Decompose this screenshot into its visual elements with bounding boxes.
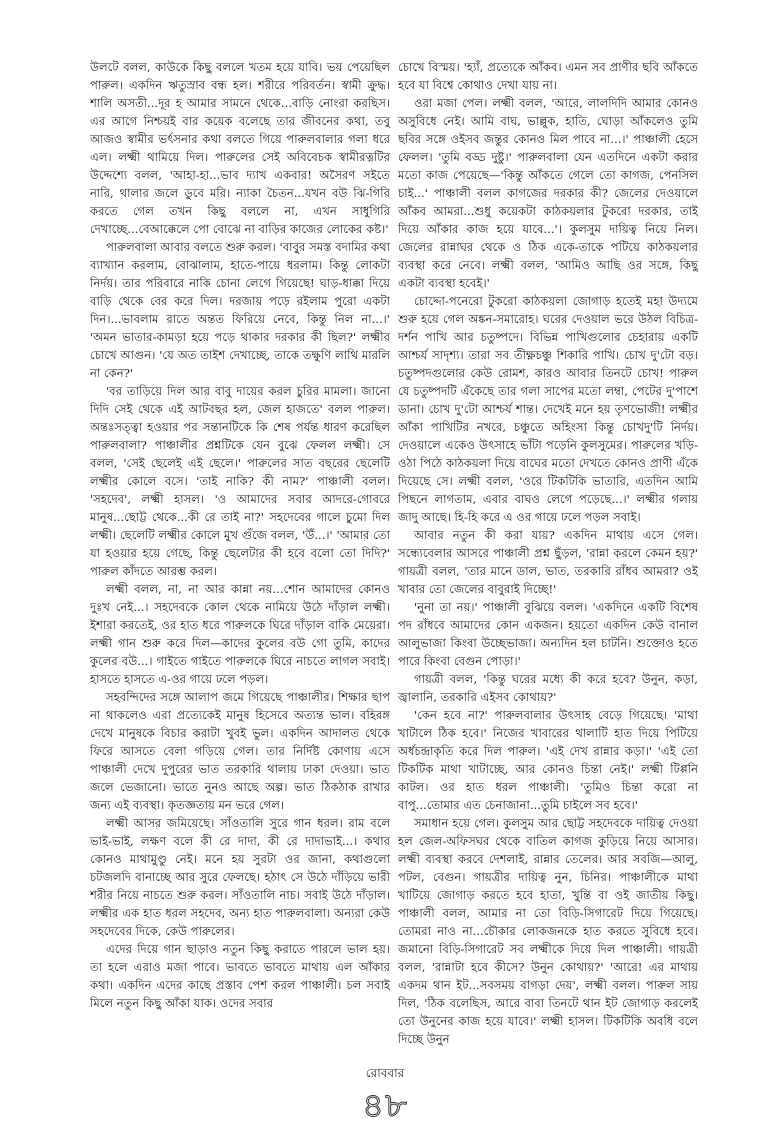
paragraph: চোখে বিস্ময়। 'হ্যাঁ, প্রত্যেকে আঁকব। এমন সব প্রাণীর ছবি আঁকতে হবে যা বিশ্বে কোথাও দেখা যায় না। bbox=[398, 60, 698, 92]
paragraph: ওরা মজা পেল। লক্ষ্মী বলল, 'আরে, লালদিদি আমার কোনও অসুবিধে নেই। আমি বাঘ, ভাল্লুক, হাতি, ঘোড়া আঁকলেও তুমি ছবির সঙ্গে ওইসব জন্তুর কোনও মিল পাবে না...।' পাঞ্চালী হেসে ফেলল। 'তুমি বড্ড দুষ্টু।' পারুলবালা যেন এতদিনে একটা করার মতো কাজ পেয়েছে—'কিন্তু আঁকতে গেলে তো কাগজ, পেনসিল চাই...' পাঞ্চালী বলল কাগজের দরকার কী? জেলের দেওয়ালে আঁকব আমরা...শুধু কয়েকটা কাঠকয়লার টুকরো দরকার, তাই দিয়ে আঁকার কাজ হয়ে যাবে...'। কুলসুম দায়িত্ব নিয়ে নিল। জেলের রান্নাঘর থেকে ও ঠিক একে-তাকে পটিয়ে কাঠকয়লার ব্যবস্থা করে নেবে। লক্ষ্মী বলল, 'আমিও আছি ওর সঙ্গে, কিছু একটা ব্যবস্থা হবেই।' bbox=[398, 96, 698, 290]
right-column bbox=[398, 58, 698, 1048]
paragraph: 'নুনা তা নয়।' পাঞ্চালী বুঝিয়ে বলল। 'একদিনে একটি বিশেষ পদ রাঁধবে আমাদের কোন একজন। হয়তো একদিন কেউ বানাল আলুভাজা কিংবা উচ্ছেভাজা। অন্যদিন হল চাটনি। শুক্তোও হতে পারে কিংবা বেগুন পোড়া।' bbox=[398, 600, 698, 668]
paragraph: লক্ষ্মী আসর জমিয়েছে। সাঁওতালি সুরে গান ধরল। রাম বলে ভাই-ভাই, লক্ষণ বলে কী রে দাদা, কী রে দাদাভাই...। কথার কোনও মাথামুণ্ডু নেই। মনে হয় সুরটা ওর জানা, কথাগুলো চটজলদি বানাচ্ছে আর সুরে ফেলছে। হঠাৎ সে উঠে দাঁড়িয়ে ভারী শরীর নিয়ে নাচতে শুরু করল। সাঁওতালি নাচ। সবাই উঠে দাঁড়াল। লক্ষ্মীর এক হাত ধরল সহদেব, অন্য হাত পারুলবালা। অন্যরা কেউ সহদেবের দিকে, কেউ পারুলের। bbox=[90, 816, 390, 938]
paragraph: এদের দিয়ে গান ছাড়াও নতুন কিছু করাতে পারলে ভাল হয়। তা হলে এরাও মজা পাবে। ভাবতে ভাবতে মাথায় এল আঁকার কথা। একদিন এদের কাছে প্রস্তাব পেশ করল পাঞ্চালী। চল সবাই মিলে নতুন কিছু আঁকা যাক। ওদের সবার bbox=[90, 942, 390, 1010]
paragraph: পারুলবালা আবার বলতে শুরু করল। 'বাবুর সমস্ত বদামির কথা ব্যাখ্যান করলাম, বোঝালাম, হাতে-পায়ে ধরলাম। কিন্তু লোকটা নির্দয়। তার পরিবারে নাকি চোনা লেগে গিয়েছে! ঘাড়-ধাক্কা দিয়ে বাড়ি থেকে বের করে দিল। দরজায় পড়ে রইলাম পুরো একটা দিন।...ভাবলাম রাতে অন্তত ফিরিয়ে নেবে, কিন্তু নিল না...।' 'অমন ভাতার-কামড়া হয়ে পড়ে থাকার দরকার কী ছিল?' লক্ষ্মীর চোখে আগুন। 'যে অত তাইশ দেখাচ্ছে, তাকে তক্ষুণি লাথি মারলি না কেন?' bbox=[90, 240, 390, 380]
paragraph: 'বর তাড়িয়ে দিল আর বাবু দায়ের করল চুরির মামলা। জানো দিদি সেই থেকে এই আটবছর হল, জেল হাজতে' বলল পারুল। অন্তঃসত্ত্বা হওয়ার পর সন্তানটিকে কি শেষ পর্যন্ত ধারণ করেছিল পারুলবালা? পাঞ্চালীর প্রশ্নটিকে যেন বুঝে ফেলল লক্ষ্মী। সে বলল, 'সেই ছেলেই এই ছেলে।' পারুলের সাত বছরের ছেলেটি লক্ষ্মীর কোলে বসে। 'তাই নাকি? কী নাম?' পাঞ্চালী বলল। 'সহদেব', লক্ষ্মী হাসল। 'ও আমাদের সবার আদরে-গোবরে মানুষ...ছোট্ট থেকে...কী রে তাই না?' সহদেবের গালে চুমো দিল লক্ষ্মী। ছেলেটি লক্ষ্মীর কোলে মুখ গুঁজে বলল, 'উঁ...।' 'আমার তো যা হওয়ার হয়ে গেছে, কিন্তু ছেলেটার কী হবে বলো তো দিদি?' পারুল কাঁদতে আরম্ভ করল। bbox=[90, 384, 390, 578]
paragraph: উলটে বলল, কাউকে কিছু বললে খতম হয়ে যাবি। ভয় পেয়েছিল পারুল। একদিন ঋতুস্রাব বন্ধ হল। শরীরে পরিবর্তন। স্বামী ক্রুদ্ধ। শালি অসতী...দূর হ আমার সামনে থেকে...বাড়ি নোংরা করছিস। এর আগে নিশ্চয়ই বার কয়েক বলেছে তার জীবনের কথা, তবু আজও স্বামীর ভর্ৎসনার কথা বলতে গিয়ে পারুলবালার গলা ধরে এল। লক্ষ্মী থামিয়ে দিল। পারুলের সেই অবিবেচক স্বামীরত্নটির উদ্দেশ্যে বলল, 'আহা-হা...ভাব দ্যাখ একবার! অসৈরণ সইতে নারি, থালার জলে ডুবে মরি। ন্যাকা চৈতন...যখন বউ ঝি-গিরি করতে গেল তখন কিছু বললে না, এখন সাধুগিরি দেখাচ্ছে...বেআক্কেলে পো বোঝে না বাড়ির কাজের লোকের কষ্ট।' bbox=[90, 60, 390, 236]
page-number: ৪৮ bbox=[361, 1086, 409, 1126]
paragraph: লক্ষ্মী বলল, না, না আর কান্না নয়...শোন আমাদের কোনও দুঃখ নেই...। সহদেবকে কোল থেকে নামিয়ে উঠে দাঁড়াল লক্ষ্মী। ইশারা করতেই, ওর হাত ধরে পারুলকে ঘিরে দাঁড়াল বাকি মেয়েরা। লক্ষ্মী গান শুরু করে দিল—কাদের কুলের বউ গো তুমি, কাদের কুলের বউ...। গাইতে গাইতে পারুলকে ঘিরে নাচতে লাগল সবাই। হাসতে হাসতে এ-ওর গায়ে ঢলে পড়ল। bbox=[90, 582, 390, 686]
paragraph: গায়ত্রী বলল, 'কিন্তু ঘরের মধ্যে কী করে হবে? উনুন, কড়া, জ্বালানি, তরকারি এইসব কোথায়?' bbox=[398, 672, 698, 704]
paragraph: আবার নতুন কী করা যায়? একদিন মাথায় এসে গেল। সন্ধ্যেবেলার আসরে পাঞ্চালী প্রশ্ন ছুঁড়ল, 'রান্না করলে কেমন হয়?' গায়ত্রী বলল, 'তার মানে ডাল, ভাত, তরকারি রাঁধব আমরা? ওই খাবার তো জেলের বাবুরাই দিচ্ছে!' bbox=[398, 528, 698, 596]
paragraph: সমাধান হয়ে গেল। কুলসুম আর ছোট্ট সহদেবকে দায়িত্ব দেওয়া হল জেল-অফিসঘর থেকে বাতিল কাগজ কুড়িয়ে নিয়ে আসার। লক্ষ্মী ব্যবস্থা করবে দেশলাই, রান্নার তেলের। আর সবজি—আলু, পটল, বেগুন। গায়ত্রীর দায়িত্ব নুন, চিনির। পাঞ্চালীকে মাথা খাটিয়ে জোগাড় করতে হবে হাতা, খুন্তি বা ওই জাতীয় কিছু। পাঞ্চালী বলল, আমার না তো বিড়ি-সিগারেট দিয়ে গিয়েছে। তোমরা নাও না...চৌকার লোকজনকে হাত করতে সুবিধে হবে। জমানো বিড়ি-সিগারেট সব লক্ষ্মীকে দিয়ে দিল পাঞ্চালী। গায়ত্রী বলল, 'রান্নাটা হবে কীসে? উনুন কোথায়?' 'আরে! এর মাথায় একদম থান ইট...সবসময় বাগড়া দেয়', লক্ষ্মী বলল। পারুল সায় দিল, 'ঠিক বলেছিস, আরে বাবা তিনটে থান ইট জোগাড় করলেই তো উনুনের কাজ হয়ে যাবে।' লক্ষ্মী হাসল। টিকটিকি অবধি বলে দিচ্ছে উনুন bbox=[398, 816, 698, 1046]
paragraph: চোদ্দো-পনেরো টুকরো কাঠকয়লা জোগাড় হতেই মহা উদ্যমে শুরু হয়ে গেল অঙ্কন-সমারোহ। ঘরের দেওয়াল ভরে উঠল বিচিত্র-দর্শন পাখি আর চতুষ্পদে। বিভিন্ন পাখিগুলোর চেহারায় একটি আশ্চর্য সাদৃশ্য। তারা সব তীক্ষ্ণচঞ্চু শিকারি পাখি। চোখ দু'টো বড়। চতুষ্পদগুলোর কেউ রোমশ, কারও আবার তিনটে চোখ! পারুল যে চতুষ্পদটি এঁকেছে তার গলা সাপের মতো লম্বা, পেটের দু'পাশে ডানা। চোখ দু'টো আশ্চর্য শান্ত। দেখেই মনে হয় তৃণভোজী! লক্ষ্মীর আঁকা পাখিটির নখরে, চঞ্চুতে অহিংসা কিন্তু চোখদু'টি নির্দয়। দেওয়ালে একেও উৎসাহে ভাঁটা পড়েনি কুলসুমের। পারুলের খড়ি-ওঠা পিঠে কাঠকয়লা দিয়ে বাঘের মতো দেখতে কোনও প্রাণী এঁকে দিয়েছে সে। লক্ষ্মী বলল, 'ওরে টিকটিকি ভাতারি, এতদিন আমি পিছনে লাগতাম, এবার বাঘও লেগে পড়েছে...।' লক্ষ্মীর গলায় জাদু আছে। হি-হি করে এ ওর গায়ে ঢলে পড়ল সবাই। bbox=[398, 294, 698, 524]
magazine-name: রোববার bbox=[365, 1066, 405, 1080]
left-column bbox=[90, 58, 390, 1012]
paragraph: সহবন্দিদের সঙ্গে আলাপ জমে গিয়েছে পাঞ্চালীর। শিক্ষার ছাপ না থাকলেও এরা প্রত্যেকেই মানুষ হিসেবে অত্যন্ত ভাল। বহিরঙ্গ দেখে মানুষকে বিচার করাটা খুবই ভুল। একদিন আদালত থেকে ফিরে আসতে বেলা গড়িয়ে গেল। তার নির্দিষ্ট কোণায় এসে পাঞ্চালী দেখে দুপুরের ভাত তরকারি থালায় ঢাকা দেওয়া। ভাত জলে ভেজানো। ভাতে নুনও আছে অল্প। ভাত ঠিকঠাক রাখার জন্য এই ব্যবস্থা। কৃতজ্ঞতায় মন ভরে গেল। bbox=[90, 690, 390, 812]
paragraph: 'কেন হবে না?' পারুলবালার উৎসাহ বেড়ে গিয়েছে। 'মাথা খাটালে ঠিক হবে।' নিজের খাবারের থালাটি হাত দিয়ে পিটিয়ে অর্ধচন্দ্রাকৃতি করে দিল পারুল। 'এই দেখ রান্নার কড়া।' 'এই তো টিকটিক মাথা খাটাচ্ছে, আর কোনও চিন্তা নেই।' লক্ষ্মী টিপ্পনি কাটল। ওর হাত ধরল পাঞ্চালী। 'তুমিও চিন্তা করো না বাপু...তোমার এত চেনাজানা...তুমি চাইলে সব হবে।' bbox=[398, 708, 698, 812]
